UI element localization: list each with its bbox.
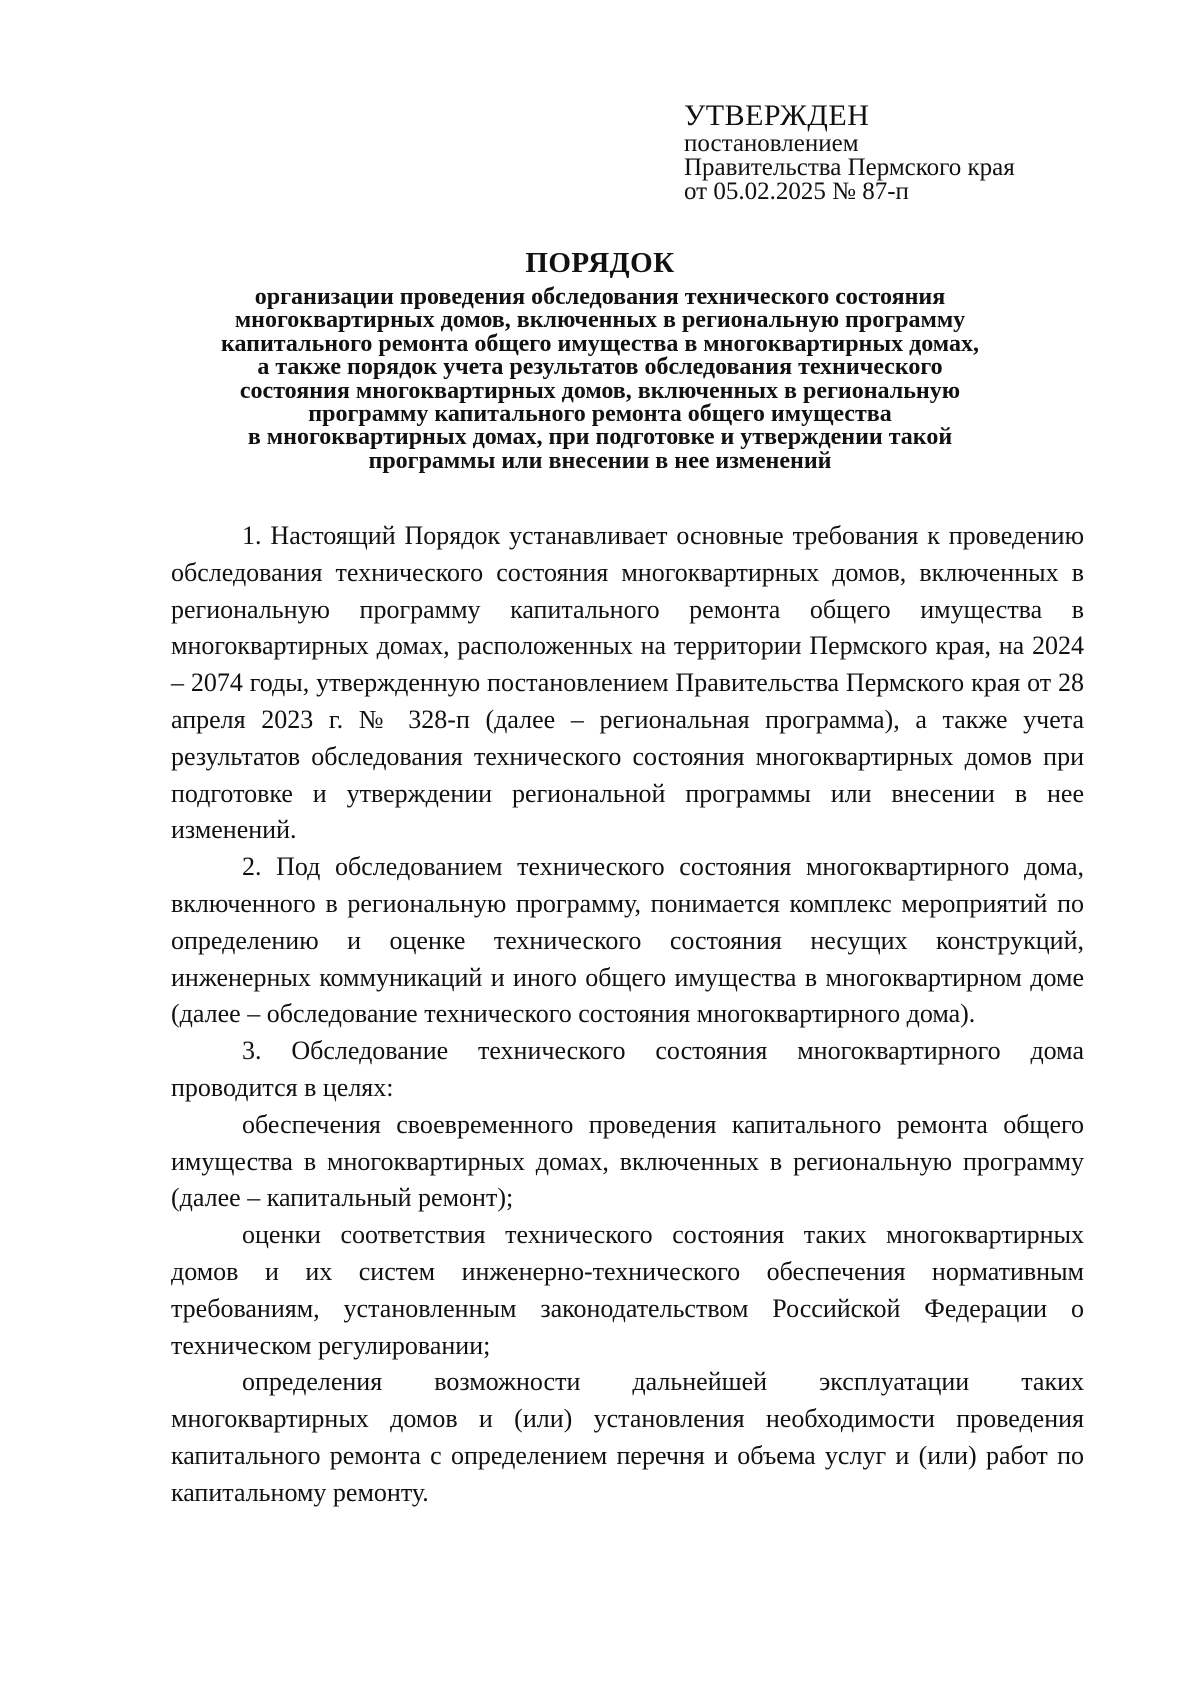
subtitle-line: программы или внесении в нее изменений (368, 447, 832, 474)
paragraph-1-scope: 1. Настоящий Порядок устанавливает основные требования к проведению обследования технического состояния многоквартирных домов, включенных в региональную программу капитального ремонта общего имущества в многоквартирных домах, расположенных на территории Пермского края, на 2024 – 2074 годы, утвержденную постановлением Правительства Пермского края от 28 апреля 2023 г. № 328-п (далее – региональная программа), а также учета результатов обследования технического состояния многоквартирных домов при подготовке и утверждении региональной программы или внесении в нее изменений. (171, 521, 1084, 845)
approval-title: УТВЕРЖДЕН (684, 99, 870, 132)
subtitle-line: капитального ремонта общего имущества в многоквартирных домах, (221, 330, 979, 357)
paragraph-3-purposes: 3. Обследование технического состояния многоквартирного дома проводится в целях: (171, 1036, 1084, 1102)
document-subtitle (150, 286, 1050, 473)
purpose-item-compliance: оценки соответствия технического состояния таких многоквартирных домов и их систем инженерно-технического обеспечения нормативным требованиям, установленным законодательством Российской Федерации о техническом регулировании; (171, 1220, 1084, 1360)
approval-line-date-number: от 05.02.2025 № 87-п (684, 178, 909, 205)
subtitle-line: в многоквартирных домах, при подготовке и утверждении такой (247, 424, 953, 451)
subtitle-line: а также порядок учета результатов обследования технического (257, 354, 943, 381)
purpose-item-further-use: определения возможности дальнейшей эксплуатации таких многоквартирных домов и (или) установления необходимости проведения капитального ремонта с определением перечня и объема услуг и (или) работ по капитальному ремонту. (171, 1367, 1084, 1507)
document-body (171, 518, 1084, 1512)
approval-line-resolution: постановлением (684, 130, 859, 157)
subtitle-line: программу капитального ремонта общего имущества (308, 401, 892, 428)
subtitle-line: многоквартирных домов, включенных в региональную программу (234, 307, 966, 334)
purpose-item-timely-repair: обеспечения своевременного проведения капитального ремонта общего имущества в многоквартирных домах, включенных в региональную программу (далее – капитальный ремонт); (171, 1109, 1084, 1213)
subtitle-line: состояния многоквартирных домов, включенных в региональную (239, 377, 961, 404)
approval-line-government: Правительства Пермского края (684, 154, 1015, 181)
subtitle-line: организации проведения обследования технического состояния (254, 284, 946, 310)
document-title: ПОРЯДОК (525, 247, 675, 279)
paragraph-2-definition: 2. Под обследованием технического состояния многоквартирного дома, включенного в региональную программу, понимается комплекс мероприятий по определению и оценке технического состояния несущих конструкций, инженерных коммуникаций и иного общего имущества в многоквартирном доме (далее – обследование технического состояния многоквартирного дома). (171, 852, 1084, 1029)
approval-stamp (684, 100, 1104, 204)
